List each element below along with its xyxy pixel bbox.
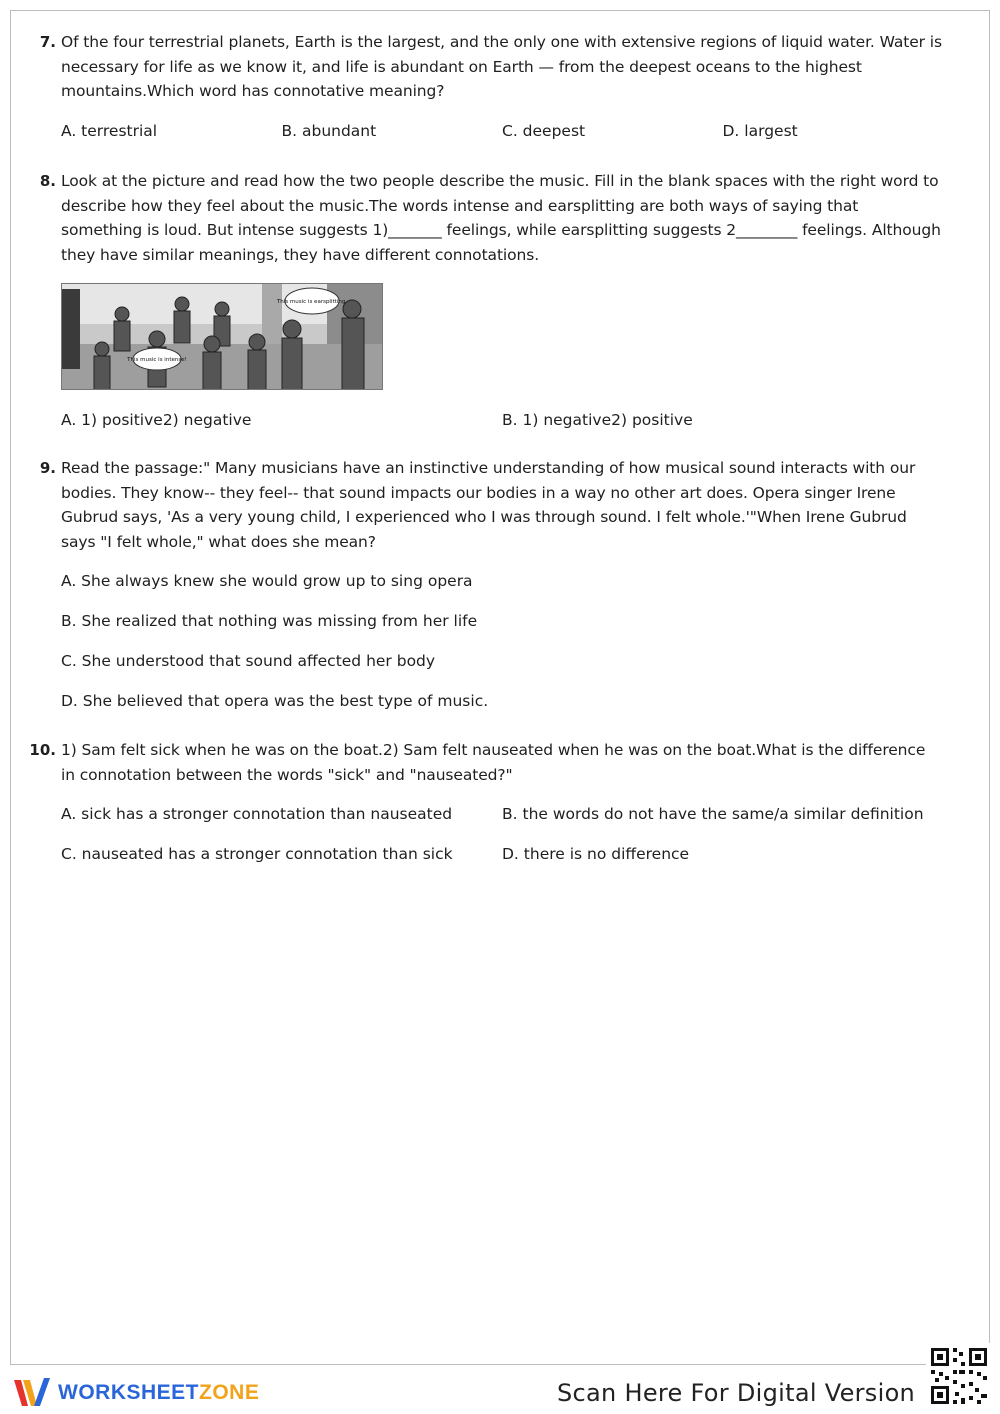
bubble-intense: This music is intense! (127, 357, 187, 363)
bubble-earsplitting: This music is earsplitting. (276, 299, 348, 305)
option-a[interactable]: A. She always knew she would grow up to sing opera (61, 572, 473, 590)
question-number: 8. (39, 172, 56, 190)
question-number: 9. (39, 459, 56, 477)
options (61, 119, 943, 143)
options (61, 802, 943, 866)
brand-part-1: WORKSHEET (58, 1381, 199, 1404)
option-b[interactable]: B. abundant (281, 121, 377, 140)
option-c[interactable]: C. deepest (502, 121, 586, 140)
question-number: 10. (29, 741, 56, 759)
question-text: Look at the picture and read how the two people describe the music. Fill in the blank spaces with the right word to describe how they feel about the music.The words intense and earsplitting are both ways of saying that something is loud. But intense suggests 1)_______ feelings, while earsplitting suggests 2________ feelings. Although they have similar meanings, they have different connotations. (61, 172, 941, 264)
logo-w-icon (12, 1376, 52, 1410)
concert-illustration (62, 284, 383, 390)
option-d[interactable]: D. She believed that opera was the best type of music. (61, 692, 489, 710)
option-c[interactable]: C. nauseated has a stronger connotation than sick (61, 845, 453, 863)
question-number: 7. (39, 33, 56, 51)
option-d[interactable]: D. there is no difference (502, 845, 690, 863)
option-a[interactable]: A. 1) positive2) negative (61, 411, 252, 429)
question-8 (28, 169, 943, 432)
option-b[interactable]: B. 1) negative2) positive (502, 411, 693, 429)
question-10 (28, 738, 943, 866)
brand-part-2: ZONE (199, 1381, 260, 1404)
option-a[interactable]: A. sick has a stronger connotation than nauseated (61, 805, 453, 823)
qr-code-icon[interactable] (926, 1343, 992, 1409)
option-d[interactable]: D. largest (722, 121, 798, 140)
option-a[interactable]: A. terrestrial (61, 121, 158, 140)
scan-here-text: Scan Here For Digital Version (557, 1379, 916, 1407)
question-text: Of the four terrestrial planets, Earth is the largest, and the only one with extensive regions of liquid water. Water is necessary for life as we know it, and life is abundant on Earth — from the deepest oceans to the highest mountains.Which word has connotative meaning? (61, 33, 942, 100)
question-9 (28, 456, 943, 729)
option-c[interactable]: C. She understood that sound affected her body (61, 652, 436, 670)
music-picture (61, 283, 383, 390)
options (61, 569, 943, 713)
options (61, 408, 943, 432)
brand-name (58, 1381, 259, 1405)
worksheetzone-logo[interactable] (12, 1376, 259, 1410)
question-text: 1) Sam felt sick when he was on the boat.2) Sam felt nauseated when he was on the boat.What is the difference in connotation between the words "sick" and "nauseated?" (61, 741, 926, 784)
option-b[interactable]: B. the words do not have the same/a similar definition (502, 805, 924, 823)
question-7 (28, 30, 943, 143)
option-b[interactable]: B. She realized that nothing was missing from her life (61, 612, 478, 630)
question-text: Read the passage:" Many musicians have an instinctive understanding of how musical sound interacts with our bodies. They know-- they feel-- that sound impacts our bodies in a way no other art does. Opera singer Irene Gubrud says, 'As a very young child, I experienced who I was through sound. I felt whole.'"When Irene Gubrud says "I felt whole," what does she mean? (61, 459, 916, 551)
